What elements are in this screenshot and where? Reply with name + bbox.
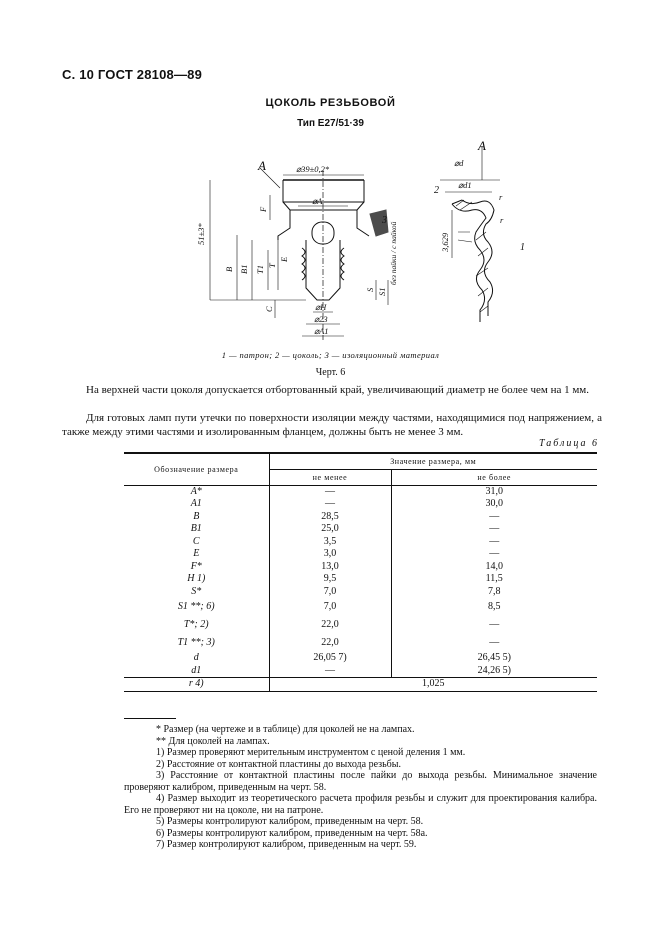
row-max: 24,26 5) — [477, 664, 511, 676]
dim-height-label: 51±3* — [196, 223, 206, 245]
dim-b-label: B — [224, 266, 234, 272]
row-max: — — [489, 619, 500, 630]
row-min: 25,0 — [269, 523, 391, 536]
table-row — [124, 573, 597, 586]
radius-label-2: r — [500, 215, 504, 225]
table-row — [124, 498, 597, 511]
footnotes — [124, 724, 597, 851]
dim-23-label: ⌀23 — [314, 314, 328, 324]
dim-a1-label: ⌀A1 — [314, 326, 329, 336]
footnote: 6) Размеры контролируют калибром, приведенным на черт. 58а. — [156, 827, 428, 839]
row-name: A1 — [124, 498, 269, 511]
table-row — [124, 511, 597, 524]
row-name: d1 — [124, 665, 269, 678]
row-min: 3,5 — [269, 536, 391, 549]
dim-h-label: ⌀H — [315, 302, 327, 312]
row-min: 28,5 — [269, 511, 391, 524]
callout-3: 3 — [382, 215, 387, 226]
row-name: d — [124, 652, 269, 665]
row-min: — — [269, 665, 391, 678]
dimensions-table — [124, 452, 597, 692]
row-name: A* — [124, 485, 269, 498]
dim-c-label: C — [264, 306, 274, 312]
row-max: 31,0 — [485, 485, 503, 497]
dim-pitch-label: 3,629 — [440, 232, 450, 252]
paragraph-leakage: Для готовых ламп пути утечки по поверхности изоляции между частями, находящимися под напряжением, а также между этими частями и изолированным фланцем, должны быть не менее 3 мм. — [62, 412, 602, 438]
row-max: 30,0 — [485, 498, 503, 509]
row-min: 13,0 — [269, 561, 391, 574]
row-max: — — [489, 510, 500, 522]
page-header: С. 10 ГОСТ 28108—89 — [62, 67, 203, 82]
table-row — [124, 561, 597, 574]
footnote: 1) Размер проверяют мерительным инструментом с ценой деления 1 мм. — [156, 747, 466, 758]
dim-s1-label: S1 — [377, 287, 387, 296]
section-subtitle: Тип Е27/51·39 — [297, 118, 364, 129]
row-name: T*; 2) — [124, 616, 269, 634]
dim-e-label: E — [279, 256, 289, 262]
table-row — [124, 548, 597, 561]
table-row — [124, 485, 597, 498]
row-max: 11,5 — [485, 573, 503, 584]
row-name: T1 **; 3) — [124, 634, 269, 652]
footnote: 7) Размер контролируют калибром, приведенным на черт. 59. — [156, 839, 417, 850]
row-min: 7,0 — [269, 586, 391, 599]
row-name: H 1) — [124, 573, 269, 586]
dim-solder-note: без пайки / с пайкой — [389, 221, 398, 285]
row-max: 7,8 — [488, 585, 501, 597]
row-max: 8,5 — [488, 601, 501, 612]
footnote-divider — [124, 718, 176, 719]
row-name: C — [124, 536, 269, 549]
table-row — [124, 598, 597, 616]
table-body — [124, 485, 597, 691]
table-label: Таблица 6 — [539, 438, 599, 449]
row-min: 3,0 — [269, 548, 391, 561]
row-name: F* — [124, 561, 269, 574]
dim-b1-label: B1 — [239, 264, 249, 274]
row-max: 26,45 5) — [477, 652, 511, 663]
col-header-max: не более — [391, 469, 597, 485]
row-min: — — [269, 485, 391, 498]
table-row — [124, 586, 597, 599]
radius-label-1: r — [499, 192, 503, 202]
row-name: S* — [124, 586, 269, 599]
detail-a-label: A — [478, 140, 486, 153]
view-a-label: A — [258, 158, 266, 173]
row-max: — — [489, 637, 500, 648]
table-row — [124, 523, 597, 536]
drawing-caption: Черт. 6 — [315, 367, 346, 378]
technical-drawing — [190, 140, 530, 345]
table-row — [124, 652, 597, 665]
callout-2: 2 — [434, 185, 439, 196]
dim-t1-label: T1 — [255, 265, 265, 274]
row-min: 7,0 — [269, 598, 391, 616]
row-min: 26,05 7) — [269, 652, 391, 665]
dim-f-label: F — [258, 206, 268, 212]
col-header-group: Значение размера, мм — [269, 453, 597, 469]
row-max: — — [489, 548, 500, 559]
dim-top-label: ⌀39±0,2* — [296, 164, 330, 174]
footnote: ** Для цоколей на лампах. — [156, 735, 270, 747]
dim-d1-label: ⌀d1 — [458, 180, 472, 190]
dim-a-label: ⌀A — [312, 196, 323, 206]
dim-s-label: S — [365, 287, 375, 292]
dim-d-label: ⌀d — [454, 158, 464, 168]
row-min: 22,0 — [269, 616, 391, 634]
row-name: r 4) — [124, 678, 269, 692]
table-row — [124, 634, 597, 652]
drawing-legend: 1 — патрон; 2 — цоколь; 3 — изоляционный материал — [221, 350, 440, 360]
footnote: * Размер (на чертеже и в таблице) для цоколей не на лампах. — [156, 724, 415, 735]
row-name: E — [124, 548, 269, 561]
row-max: — — [489, 523, 500, 534]
section-title: ЦОКОЛЬ РЕЗЬБОВОЙ — [265, 97, 396, 109]
callout-1: 1 — [520, 242, 525, 253]
row-span-value: 1,025 — [269, 678, 597, 692]
row-name: B — [124, 511, 269, 524]
col-header-name: Обозначение размера — [124, 453, 269, 485]
table-row — [124, 536, 597, 549]
footnote: 3) Расстояние от контактной пластины после пайки до выхода резьбы. Минимальное значение проверяют калибром, приведенным на черт. 58. — [124, 770, 597, 793]
paragraph-flange: На верхней части цоколя допускается отбортованный край, увеличивающий диаметр не более чем на 1 мм. — [86, 384, 590, 396]
row-max: 14,0 — [485, 560, 503, 572]
dim-t-label: T — [267, 263, 277, 268]
table-row — [124, 678, 597, 692]
row-name: S1 **; 6) — [124, 598, 269, 616]
row-name: B1 — [124, 523, 269, 536]
footnote: 5) Размеры контролируют калибром, приведенным на черт. 58. — [156, 816, 424, 827]
footnote: 2) Расстояние от контактной пластины до выхода резьбы. — [156, 758, 401, 770]
row-min: — — [269, 498, 391, 511]
row-min: 22,0 — [269, 634, 391, 652]
table-row — [124, 665, 597, 678]
row-min: 9,5 — [269, 573, 391, 586]
row-max: — — [489, 535, 500, 547]
table-row — [124, 616, 597, 634]
footnote: 4) Размер выходит из теоретического расчета профиля резьбы и служит для проектирования калибра. Его не проверяют ни на цоколе, ни на патроне. — [124, 793, 597, 816]
col-header-min: не менее — [269, 469, 391, 485]
